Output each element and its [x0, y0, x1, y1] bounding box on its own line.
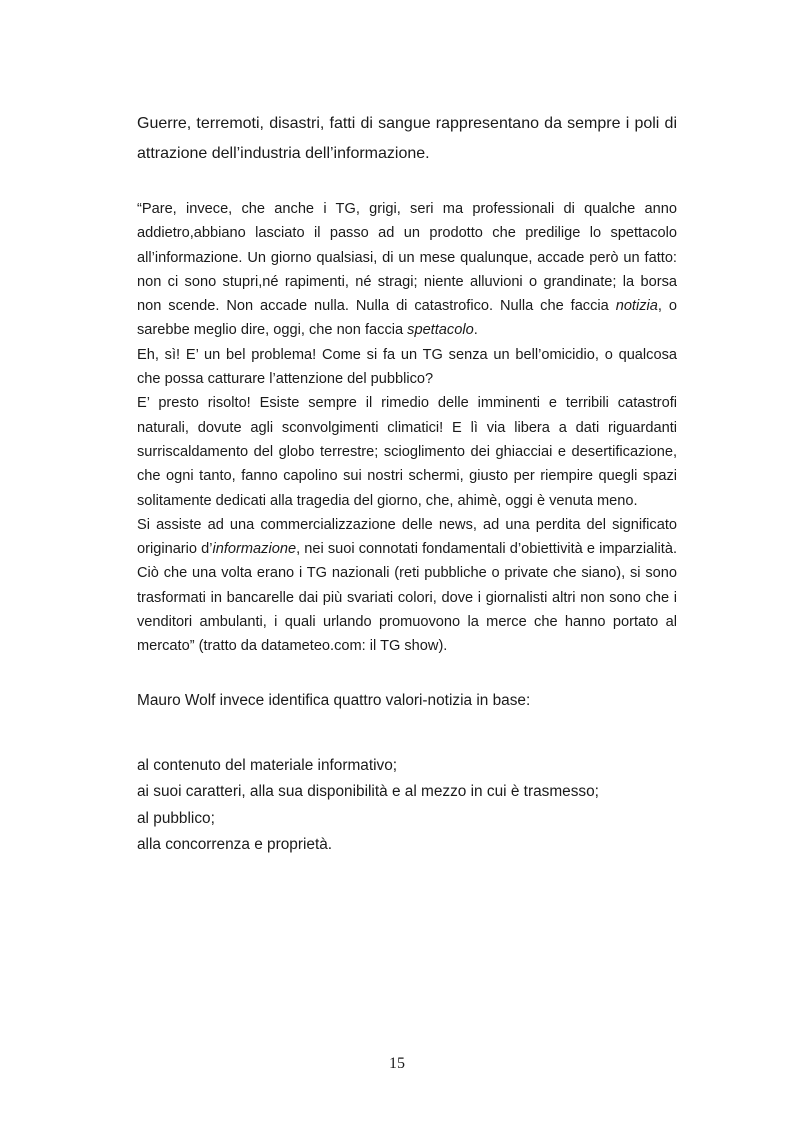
list-item: ai suoi caratteri, alla sua disponibilità e al mezzo in cui è trasmesso;	[137, 783, 599, 801]
list-item: al pubblico;	[137, 809, 215, 827]
quote-paragraph	[137, 513, 677, 659]
quote-paragraph: E’ presto risolto! Esiste sempre il rimedio delle imminenti e terribili catastrofi naturali, dovute agli sconvolgimenti climatici! E lì via libera a dati riguardanti surriscaldamento del globo terrestre; scioglimento dei ghiacciai e desertificazione, che ogni tanto, fanno capolino sui nostri schermi, giusto per riempire quegli spazi solitamente dedicati alla tragedia del giorno, che, ahimè, oggi è venuta meno.	[137, 395, 677, 509]
text-run: Si assiste ad una commercializzazione delle news, ad una perdita del significato originario d’	[137, 516, 677, 558]
wolf-intro-paragraph: Mauro Wolf invece identifica quattro valori-notizia in base:	[137, 691, 531, 709]
quote-block	[137, 197, 677, 659]
italic-term: spettacolo	[407, 322, 474, 339]
text-run: , o sarebbe meglio dire, oggi, che non faccia	[137, 298, 677, 339]
italic-term: informazione	[212, 541, 297, 558]
italic-term: notizia	[615, 298, 658, 315]
list-item: alla concorrenza e proprietà.	[137, 836, 333, 854]
page-number: 15	[389, 1055, 405, 1072]
quote-paragraph: Eh, sì! E’ un bel problema! Come si fa un TG senza un bell’omicidio, o qualcosa che possa catturare l’attenzione del pubblico?	[137, 346, 677, 388]
quote-paragraph	[137, 197, 677, 343]
text-run: .	[473, 322, 478, 339]
intro-paragraph: Guerre, terremoti, disastri, fatti di sangue rappresentano da sempre i poli di attrazione dell’industria dell’informazione.	[137, 115, 677, 162]
page-body	[137, 109, 677, 859]
list-item: al contenuto del materiale informativo;	[137, 756, 398, 774]
news-values-list	[137, 753, 677, 859]
text-run: , nei suoi connotati fondamentali d’obiettività e imparzialità. Ciò che una volta erano i TG nazionali (reti pubbliche o private che siano), si sono trasformati in bancarelle dai più svariati colori, dove i giornalisti altri non sono che i venditori ambulanti, i quali urlando promuovono la merce che hanno portato al mercato” (tratto da datameteo.com: il TG show).	[137, 541, 677, 655]
text-run: “Pare, invece, che anche i TG, grigi, seri ma professionali di qualche anno addietro,abbiano lasciato il passo ad un prodotto che predilige lo spettacolo all’informazione. Un giorno qualsiasi, di un mese qualunque, accade però un fatto: non ci sono stupri,né rapimenti, né stragi; niente alluvioni o grandinate; la borsa non scende. Non accade nulla. Nulla di catastrofico. Nulla che faccia	[137, 201, 677, 315]
